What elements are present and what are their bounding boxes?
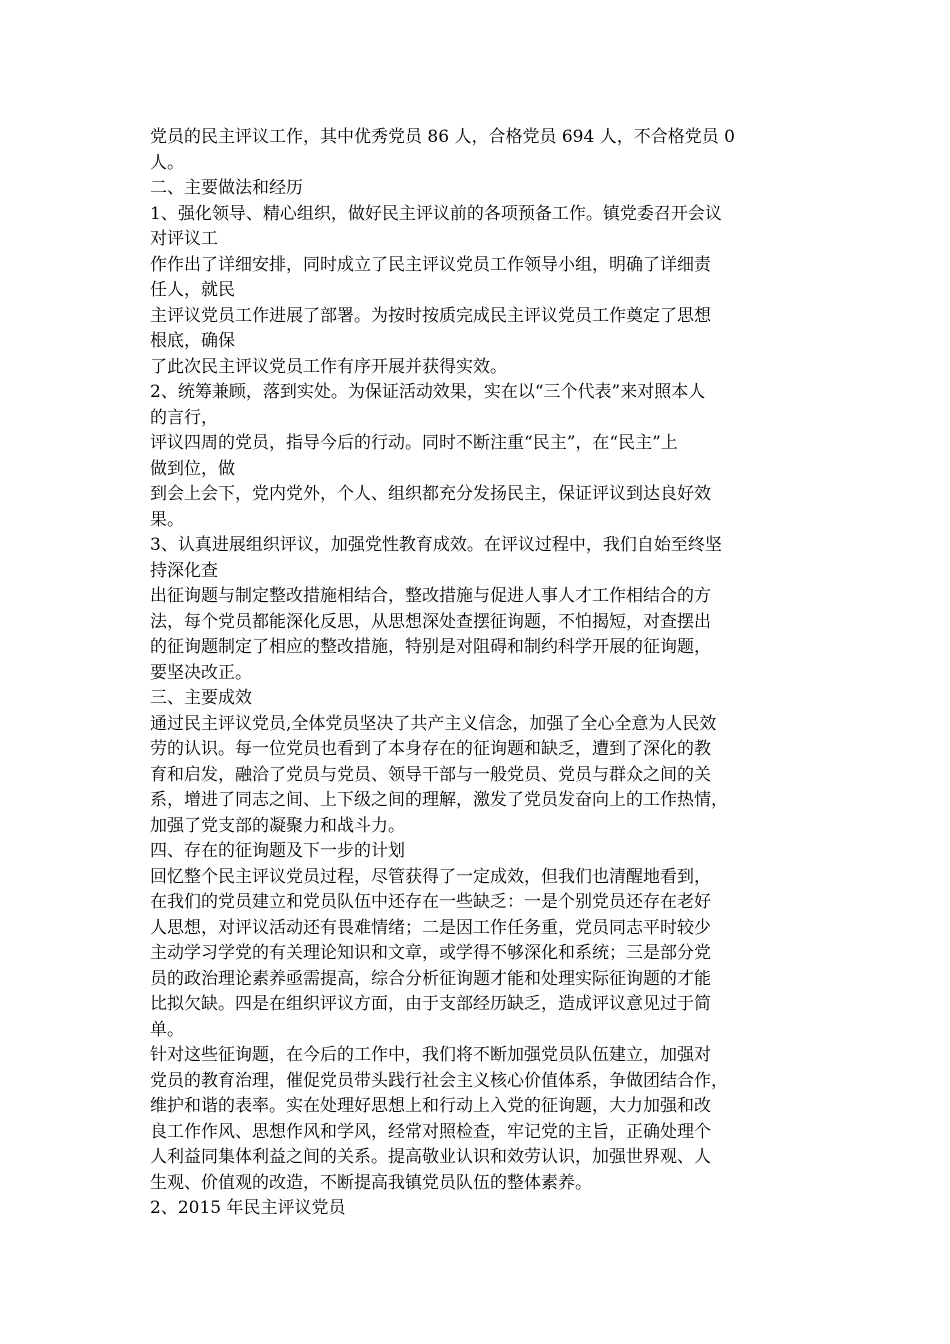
text-line: 人利益同集体利益之间的关系。提高敬业认识和效劳认识，加强世界观、人: [150, 1147, 711, 1167]
text-line: 单。: [150, 1019, 184, 1040]
text-line: 做到位，做: [150, 458, 235, 479]
text-line: 到会上会下，党内党外，个人、组织都充分发扬民主，保证评议到达良好效: [150, 484, 711, 504]
text-line: 三、主要成效: [150, 688, 252, 708]
text-line: 2、2015 年民主评议党员: [150, 1198, 346, 1218]
text-line: 持深化查: [150, 560, 218, 581]
text-line: 回忆整个民主评议党员过程，尽管获得了一定成效，但我们也清醒地看到，: [150, 866, 711, 887]
text-line: 了此次民主评议党员工作有序开展并获得实效。: [150, 356, 507, 377]
text-line: 的言行，: [150, 407, 218, 428]
text-line: 针对这些征询题，在今后的工作中，我们将不断加强党员队伍建立，加强对: [150, 1045, 711, 1065]
text-line: 加强了党支部的凝聚力和战斗力。: [150, 815, 405, 836]
text-line: 在我们的党员建立和党员队伍中还存在一些缺乏：一是个别党员还存在老好: [150, 892, 711, 912]
text-line: 评议四周的党员，指导今后的行动。同时不断注重“民主”，在“民主”上: [150, 433, 678, 453]
text-line: 良工作作风、思想作风和学风，经常对照检查，牢记党的主旨，正确处理个: [150, 1121, 711, 1142]
text-line: 要坚决改正。: [150, 662, 252, 683]
text-line: 任人，就民: [150, 280, 235, 300]
text-line: 对评议工: [150, 229, 218, 249]
text-line: 维护和谐的表率。实在处理好思想上和行动上入党的征询题，大力加强和改: [150, 1096, 711, 1116]
text-line: 育和启发，融洽了党员与党员、领导干部与一般党员、党员与群众之间的关: [150, 764, 711, 785]
text-line: 3、认真进展组织评议，加强党性教育成效。在评议过程中，我们自始至终坚: [150, 535, 722, 555]
text-line: 党员的民主评议工作，其中优秀党员 86 人，合格党员 694 人，不合格党员 0: [150, 127, 735, 147]
text-line: 主评议党员工作进展了部署。为按时按质完成民主评议党员工作奠定了思想: [150, 305, 711, 326]
text-line: 法，每个党员都能深化反思，从思想深处查摆征询题，不怕揭短，对查摆出: [150, 611, 711, 632]
text-line: 四、存在的征询题及下一步的计划: [150, 841, 405, 861]
text-line: 的征询题制定了相应的整改措施，特别是对阻碍和制约科学开展的征询题，: [150, 637, 711, 657]
text-line: 人思想，对评议活动还有畏难情绪；二是因工作任务重，党员同志平时较少: [150, 917, 711, 938]
text-line: 出征询题与制定整改措施相结合，整改措施与促进人事人才工作相结合的方: [150, 586, 711, 606]
document-body: [150, 125, 800, 1222]
text-line: 党员的教育治理，催促党员带头践行社会主义核心价值体系，争做团结合作，: [150, 1070, 728, 1091]
text-line: 生观、价值观的改造，不断提高我镇党员队伍的整体素养。: [150, 1172, 592, 1193]
text-line: 人。: [150, 152, 184, 173]
text-line: 根底，确保: [150, 331, 235, 351]
text-line: 劳的认识。每一位党员也看到了本身存在的征询题和缺乏，遭到了深化的教: [150, 739, 711, 759]
text-line: 果。: [150, 509, 184, 530]
text-line: 1、强化领导、精心组织，做好民主评议前的各项预备工作。镇党委召开会议: [150, 203, 722, 224]
text-line: 二、主要做法和经历: [150, 178, 303, 198]
text-line: 比拟欠缺。四是在组织评议方面，由于支部经历缺乏，造成评议意见过于简: [150, 994, 711, 1014]
text-line: 系，增进了同志之间、上下级之间的理解，激发了党员发奋向上的工作热情，: [150, 790, 728, 810]
text-line: 主动学习学党的有关理论知识和文章，或学得不够深化和系统；三是部分党: [150, 943, 711, 963]
text-line: 2、统筹兼顾，落到实处。为保证活动效果，实在以“三个代表”来对照本人: [150, 382, 706, 402]
text-line: 员的政治理论素养亟需提高，综合分析征询题才能和处理实际征询题的才能: [150, 968, 711, 989]
text-line: 通过民主评议党员,全体党员坚决了共产主义信念，加强了全心全意为人民效: [150, 713, 717, 734]
text-line: 作作出了详细安排，同时成立了民主评议党员工作领导小组，明确了详细责: [150, 254, 711, 275]
